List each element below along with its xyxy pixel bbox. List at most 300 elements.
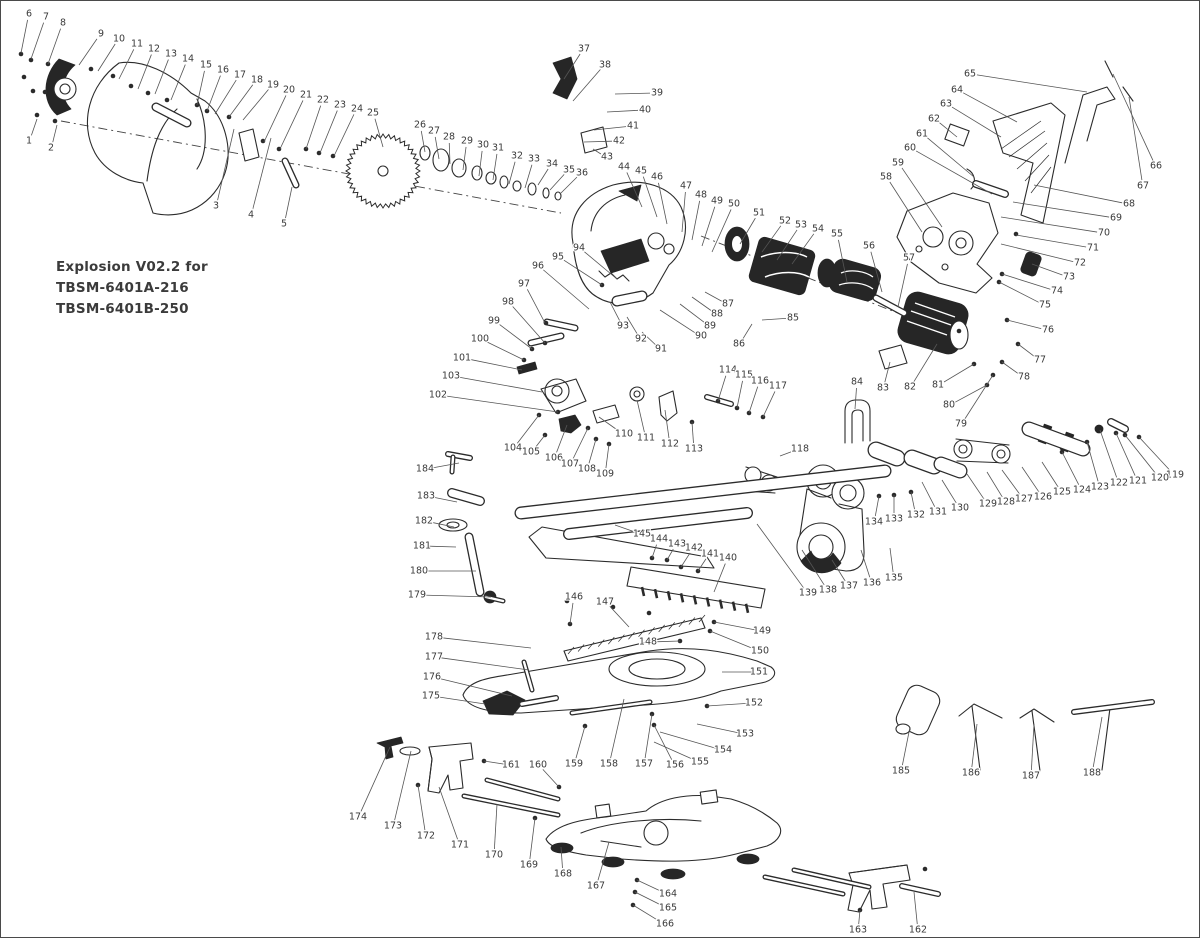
part-label-33: 33 — [527, 153, 541, 165]
gear-housing-hole — [916, 246, 922, 252]
leader-line-178 — [441, 638, 531, 648]
fastener-screw — [165, 98, 170, 103]
part-label-184: 184 — [415, 463, 435, 475]
part-label-65: 65 — [963, 68, 977, 80]
leader-line-19 — [243, 90, 268, 120]
hex-key-sketch — [959, 704, 1002, 770]
part-label-35: 35 — [562, 164, 576, 176]
part-label-157: 157 — [634, 758, 654, 770]
handle-frame-hatch — [1001, 121, 1051, 193]
part-label-69: 69 — [1109, 212, 1123, 224]
leader-line-45 — [643, 177, 657, 217]
part-label-134: 134 — [864, 516, 884, 528]
leader-line-35 — [550, 174, 564, 190]
arm-boss2 — [664, 244, 674, 254]
leader-line-127 — [1002, 470, 1020, 494]
part-label-164: 164 — [658, 888, 678, 900]
part-label-34: 34 — [545, 158, 559, 170]
part-label-124: 124 — [1072, 484, 1092, 496]
leader-line-17 — [215, 80, 236, 114]
part-label-102: 102 — [428, 389, 448, 401]
leader-line-59 — [902, 168, 942, 227]
leader-line-78 — [1002, 362, 1018, 374]
rod-sketch-core — [1111, 422, 1125, 429]
rod-sketch-core — [912, 458, 934, 466]
part-label-41: 41 — [626, 120, 640, 132]
part-label-16: 16 — [216, 64, 230, 76]
part-label-107: 107 — [560, 458, 580, 470]
part-label-26: 26 — [413, 119, 427, 131]
dust-bag-ring — [896, 724, 910, 734]
part-label-40: 40 — [638, 104, 652, 116]
leader-line-70 — [1001, 217, 1097, 232]
part-label-138: 138 — [818, 584, 838, 596]
leader-line-9 — [79, 39, 97, 65]
part-label-101: 101 — [452, 352, 472, 364]
leader-line-88 — [692, 297, 711, 311]
rod-sketch-core — [524, 662, 532, 690]
part-label-94: 94 — [572, 242, 586, 254]
part-label-11: 11 — [130, 38, 144, 50]
part-label-171: 171 — [450, 839, 470, 851]
washer-sketch — [433, 149, 449, 171]
part-label-39: 39 — [650, 87, 664, 99]
part-label-104: 104 — [503, 442, 523, 454]
part-label-100: 100 — [470, 333, 490, 345]
leader-line-134 — [875, 496, 879, 516]
leader-line-173 — [395, 751, 411, 820]
part-label-129: 129 — [978, 498, 998, 510]
motor-end-cap — [950, 321, 968, 349]
part-label-173: 173 — [383, 820, 403, 832]
part-label-174: 174 — [348, 811, 368, 823]
part-label-153: 153 — [735, 728, 755, 740]
part-label-70: 70 — [1097, 227, 1111, 239]
leader-line-115 — [737, 381, 743, 408]
part-label-68: 68 — [1122, 198, 1136, 210]
leader-line-87 — [705, 292, 722, 301]
part-label-29: 29 — [460, 135, 474, 147]
part-label-145: 145 — [632, 528, 652, 540]
part-label-76: 76 — [1041, 324, 1055, 336]
part-label-49: 49 — [710, 195, 724, 207]
part-label-175: 175 — [421, 690, 441, 702]
part-label-137: 137 — [839, 580, 859, 592]
upper-guard-dark-tip — [619, 185, 641, 201]
fastener-screw — [43, 90, 48, 95]
part-label-8: 8 — [59, 17, 67, 29]
stand-bracket-sketch — [428, 743, 473, 793]
washer-sketch — [486, 172, 496, 184]
leader-line-96 — [543, 270, 589, 309]
part-label-149: 149 — [752, 625, 772, 637]
leader-line-7 — [31, 23, 44, 59]
leader-line-86 — [743, 324, 752, 339]
leader-line-79 — [965, 375, 993, 419]
part-label-170: 170 — [484, 849, 504, 861]
fastener-screw — [146, 91, 151, 96]
part-label-154: 154 — [713, 744, 733, 756]
part-label-9: 9 — [97, 28, 105, 40]
leader-line-113 — [692, 422, 693, 443]
upper-guard-line — [591, 195, 625, 231]
part-label-144: 144 — [649, 533, 669, 545]
part-label-55: 55 — [830, 228, 844, 240]
fastener-screw — [111, 74, 116, 79]
turntable-ring — [609, 652, 705, 686]
washer-sketch — [472, 166, 482, 180]
part-label-17: 17 — [233, 69, 247, 81]
leader-line-102 — [445, 396, 558, 412]
leader-line-153 — [697, 724, 738, 733]
support-handle-sketch — [845, 400, 870, 443]
part-label-28: 28 — [442, 131, 456, 143]
part-label-120: 120 — [1150, 472, 1170, 484]
leader-line-101 — [469, 359, 522, 370]
part-label-160: 160 — [528, 759, 548, 771]
cam-clamp-sketch — [559, 415, 581, 433]
leader-line-98 — [513, 306, 545, 343]
leader-line-67 — [1129, 97, 1142, 180]
leader-line-76 — [1007, 320, 1041, 329]
fasteners — [19, 52, 1142, 913]
exploded-diagram — [1, 1, 1199, 937]
part-label-93: 93 — [616, 320, 630, 332]
part-label-140: 140 — [718, 552, 738, 564]
part-label-122: 122 — [1109, 477, 1129, 489]
brush-plate-sketch — [879, 345, 907, 369]
part-label-180: 180 — [409, 565, 429, 577]
part-label-186: 186 — [961, 767, 981, 779]
part-label-110: 110 — [614, 428, 634, 440]
part-label-13: 13 — [164, 48, 178, 60]
part-label-54: 54 — [811, 223, 825, 235]
leader-line-126 — [1022, 467, 1039, 492]
leader-line-107 — [573, 428, 588, 459]
turntable-ring2 — [629, 659, 685, 679]
leader-line-154 — [660, 732, 716, 748]
part-label-10: 10 — [112, 33, 126, 45]
gear-housing-hole2 — [942, 264, 948, 270]
part-label-119: 119 — [1165, 469, 1185, 481]
part-label-177: 177 — [424, 651, 444, 663]
part-label-87: 87 — [721, 298, 735, 310]
part-label-152: 152 — [744, 697, 764, 709]
part-label-77: 77 — [1033, 354, 1047, 366]
part-label-97: 97 — [517, 278, 531, 290]
part-label-133: 133 — [884, 513, 904, 525]
leader-line-117 — [763, 391, 775, 417]
leader-line-175 — [438, 697, 485, 704]
washer-sketch — [513, 181, 521, 191]
part-label-79: 79 — [954, 418, 968, 430]
part-label-178: 178 — [424, 631, 444, 643]
leader-line-120 — [1125, 435, 1156, 473]
part-label-22: 22 — [316, 94, 330, 106]
fastener-screw — [647, 611, 652, 616]
part-label-163: 163 — [848, 924, 868, 936]
part-label-98: 98 — [501, 296, 515, 308]
leader-line-186 — [972, 724, 977, 767]
leader-line-116 — [749, 387, 758, 413]
leader-line-159 — [576, 726, 585, 758]
part-label-1: 1 — [25, 135, 33, 147]
part-label-139: 139 — [798, 587, 818, 599]
leader-line-148 — [655, 641, 680, 642]
part-label-21: 21 — [299, 89, 313, 101]
carry-handle-sketch — [1065, 87, 1115, 163]
washer-sketch — [420, 146, 430, 160]
leader-line-21 — [280, 100, 303, 149]
fastener-screw — [957, 329, 962, 334]
part-label-126: 126 — [1033, 491, 1053, 503]
part-label-147: 147 — [595, 596, 615, 608]
part-label-45: 45 — [634, 165, 648, 177]
rod-sketch-core — [569, 513, 747, 534]
leader-line-61 — [927, 138, 974, 177]
part-label-84: 84 — [850, 376, 864, 388]
part-label-166: 166 — [655, 918, 675, 930]
part-label-181: 181 — [412, 540, 432, 552]
part-label-46: 46 — [650, 171, 664, 183]
gear-housing-bore3 — [956, 238, 966, 248]
leader-line-11 — [119, 49, 134, 79]
clamp-body-sketch — [483, 691, 525, 715]
leader-line-111 — [637, 400, 644, 432]
part-label-106: 106 — [544, 452, 564, 464]
part-label-75: 75 — [1038, 299, 1052, 311]
part-label-57: 57 — [902, 252, 916, 264]
part-label-82: 82 — [903, 381, 917, 393]
part-label-51: 51 — [752, 207, 766, 219]
leader-line-169 — [530, 818, 535, 859]
part-label-4: 4 — [247, 209, 255, 221]
fan-hole — [732, 236, 742, 252]
rod-sketch-core — [617, 296, 642, 301]
part-label-188: 188 — [1082, 767, 1102, 779]
part-label-115: 115 — [734, 369, 754, 381]
part-label-161: 161 — [501, 759, 521, 771]
part-label-42: 42 — [612, 135, 626, 147]
part-label-182: 182 — [414, 515, 434, 527]
part-label-37: 37 — [577, 43, 591, 55]
rod-sketch-core — [464, 796, 558, 815]
part-label-32: 32 — [510, 150, 524, 162]
part-label-103: 103 — [441, 370, 461, 382]
leader-line-156 — [654, 725, 672, 760]
base-center-boss — [644, 821, 668, 845]
gear-housing-bore — [923, 227, 943, 247]
part-label-143: 143 — [667, 538, 687, 550]
leader-line-124 — [1062, 452, 1079, 485]
part-label-135: 135 — [884, 572, 904, 584]
base-foot2 — [602, 857, 624, 867]
part-label-47: 47 — [679, 180, 693, 192]
part-label-172: 172 — [416, 830, 436, 842]
leader-line-39 — [615, 93, 650, 94]
part-label-179: 179 — [407, 589, 427, 601]
part-label-114: 114 — [718, 364, 738, 376]
base-tab — [595, 804, 611, 818]
base-tab2 — [700, 790, 718, 804]
screws-sketch — [1105, 61, 1133, 101]
part-label-30: 30 — [476, 139, 490, 151]
link-eye3 — [954, 440, 972, 458]
leader-line-65 — [977, 75, 1087, 92]
part-label-116: 116 — [750, 375, 770, 387]
part-label-62: 62 — [927, 113, 941, 125]
star-knob-sketch — [630, 387, 644, 401]
part-label-146: 146 — [564, 591, 584, 603]
part-label-90: 90 — [694, 330, 708, 342]
part-label-169: 169 — [519, 859, 539, 871]
blade-flange-sketch — [54, 78, 76, 100]
saw-blade-sketch — [346, 134, 420, 208]
part-label-150: 150 — [750, 645, 770, 657]
part-label-20: 20 — [282, 84, 296, 96]
part-label-112: 112 — [660, 438, 680, 450]
leader-line-132 — [911, 492, 915, 509]
title-line-3: TBSM-6401B-250 — [56, 301, 189, 317]
leader-line-160 — [543, 769, 559, 787]
handle-frame-sketch — [993, 103, 1065, 223]
part-label-81: 81 — [931, 379, 945, 391]
part-label-131: 131 — [928, 506, 948, 518]
fastener-screw — [923, 867, 928, 872]
leader-line-82 — [914, 344, 937, 382]
rod-sketch-core — [452, 493, 480, 501]
leader-line-10 — [98, 44, 115, 71]
base-detail — [581, 820, 701, 848]
part-label-14: 14 — [181, 53, 195, 65]
leader-line-40 — [607, 110, 638, 112]
part-label-52: 52 — [778, 215, 792, 227]
leader-line-177 — [441, 658, 529, 670]
part-label-148: 148 — [638, 636, 658, 648]
washer-sketch — [500, 176, 508, 188]
support-tee-sketch — [377, 737, 403, 759]
part-label-85: 85 — [786, 312, 800, 324]
part-label-155: 155 — [690, 756, 710, 768]
part-label-78: 78 — [1017, 371, 1031, 383]
part-label-176: 176 — [422, 671, 442, 683]
gear-housing-bore2 — [949, 231, 973, 255]
part-label-18: 18 — [250, 74, 264, 86]
leader-line-135 — [890, 548, 893, 572]
fastener-screw — [22, 75, 27, 80]
leader-line-20 — [264, 95, 286, 142]
rod-sketch-core — [547, 322, 575, 328]
leader-line-109 — [606, 444, 609, 468]
leader-line-2 — [53, 125, 57, 142]
leader-line-165 — [635, 892, 662, 905]
leader-line-12 — [138, 55, 151, 89]
part-label-117: 117 — [768, 380, 788, 392]
scale-plate-sketch — [593, 405, 619, 423]
part-label-59: 59 — [891, 157, 905, 169]
leader-line-38 — [573, 69, 600, 101]
part-label-132: 132 — [906, 509, 926, 521]
part-label-92: 92 — [634, 333, 648, 345]
part-label-61: 61 — [915, 128, 929, 140]
leader-line-3 — [218, 129, 234, 200]
rod-sketch-core — [876, 450, 897, 458]
leader-line-22 — [306, 106, 321, 149]
part-label-88: 88 — [710, 308, 724, 320]
switch-block-sketch — [945, 124, 969, 146]
part-label-25: 25 — [366, 107, 380, 119]
part-label-56: 56 — [862, 240, 876, 252]
part-label-58: 58 — [879, 171, 893, 183]
base-sketch — [546, 796, 781, 862]
leader-line-121 — [1116, 433, 1135, 476]
leader-line-176 — [439, 678, 512, 696]
leader-line-48 — [692, 201, 700, 240]
part-label-80: 80 — [942, 399, 956, 411]
part-label-95: 95 — [551, 251, 565, 263]
part-label-142: 142 — [684, 542, 704, 554]
rod-sketch-core — [1074, 702, 1152, 712]
part-label-24: 24 — [350, 103, 364, 115]
base-foot3 — [661, 869, 685, 879]
leader-line-187 — [1031, 724, 1034, 770]
part-label-125: 125 — [1052, 486, 1072, 498]
leader-line-108 — [589, 439, 596, 463]
leader-line-157 — [645, 714, 652, 758]
leader-line-34 — [538, 169, 548, 185]
part-label-67: 67 — [1136, 180, 1150, 192]
leader-line-125 — [1042, 462, 1058, 487]
part-label-71: 71 — [1086, 242, 1100, 254]
leader-line-119 — [1139, 437, 1170, 471]
leader-line-69 — [1013, 202, 1109, 217]
leader-line-8 — [48, 29, 61, 64]
t-wrench-leg-sketch — [1102, 708, 1110, 770]
part-label-156: 156 — [665, 759, 685, 771]
part-label-123: 123 — [1090, 481, 1110, 493]
leader-line-49 — [702, 207, 715, 246]
part-label-3: 3 — [212, 200, 220, 212]
brush-spring-sketch — [1020, 251, 1043, 277]
label-plate-sketch — [581, 127, 607, 153]
link-plate-sketch — [239, 129, 259, 161]
leader-line-14 — [171, 65, 185, 100]
part-label-185: 185 — [891, 765, 911, 777]
leader-line-77 — [1018, 344, 1034, 356]
part-label-64: 64 — [950, 84, 964, 96]
leader-line-105 — [535, 435, 545, 447]
leader-line-66 — [1113, 74, 1153, 161]
small-lever — [517, 362, 537, 374]
title-line-2: TBSM-6401A-216 — [56, 280, 189, 296]
leader-line-131 — [922, 482, 935, 507]
part-label-121: 121 — [1128, 475, 1148, 487]
leader-line-64 — [963, 93, 1017, 122]
part-label-2: 2 — [47, 142, 55, 154]
part-label-127: 127 — [1014, 493, 1034, 505]
part-label-96: 96 — [531, 260, 545, 272]
part-label-60: 60 — [903, 142, 917, 154]
leader-line-146 — [570, 603, 573, 624]
part-label-15: 15 — [199, 59, 213, 71]
guard-inner-line2 — [197, 99, 205, 169]
leader-line-139 — [757, 524, 804, 588]
link-eye4 — [992, 445, 1010, 463]
base-foot1 — [551, 843, 573, 853]
leader-line-188 — [1093, 717, 1102, 767]
part-label-53: 53 — [794, 219, 808, 231]
part-label-31: 31 — [491, 142, 505, 154]
